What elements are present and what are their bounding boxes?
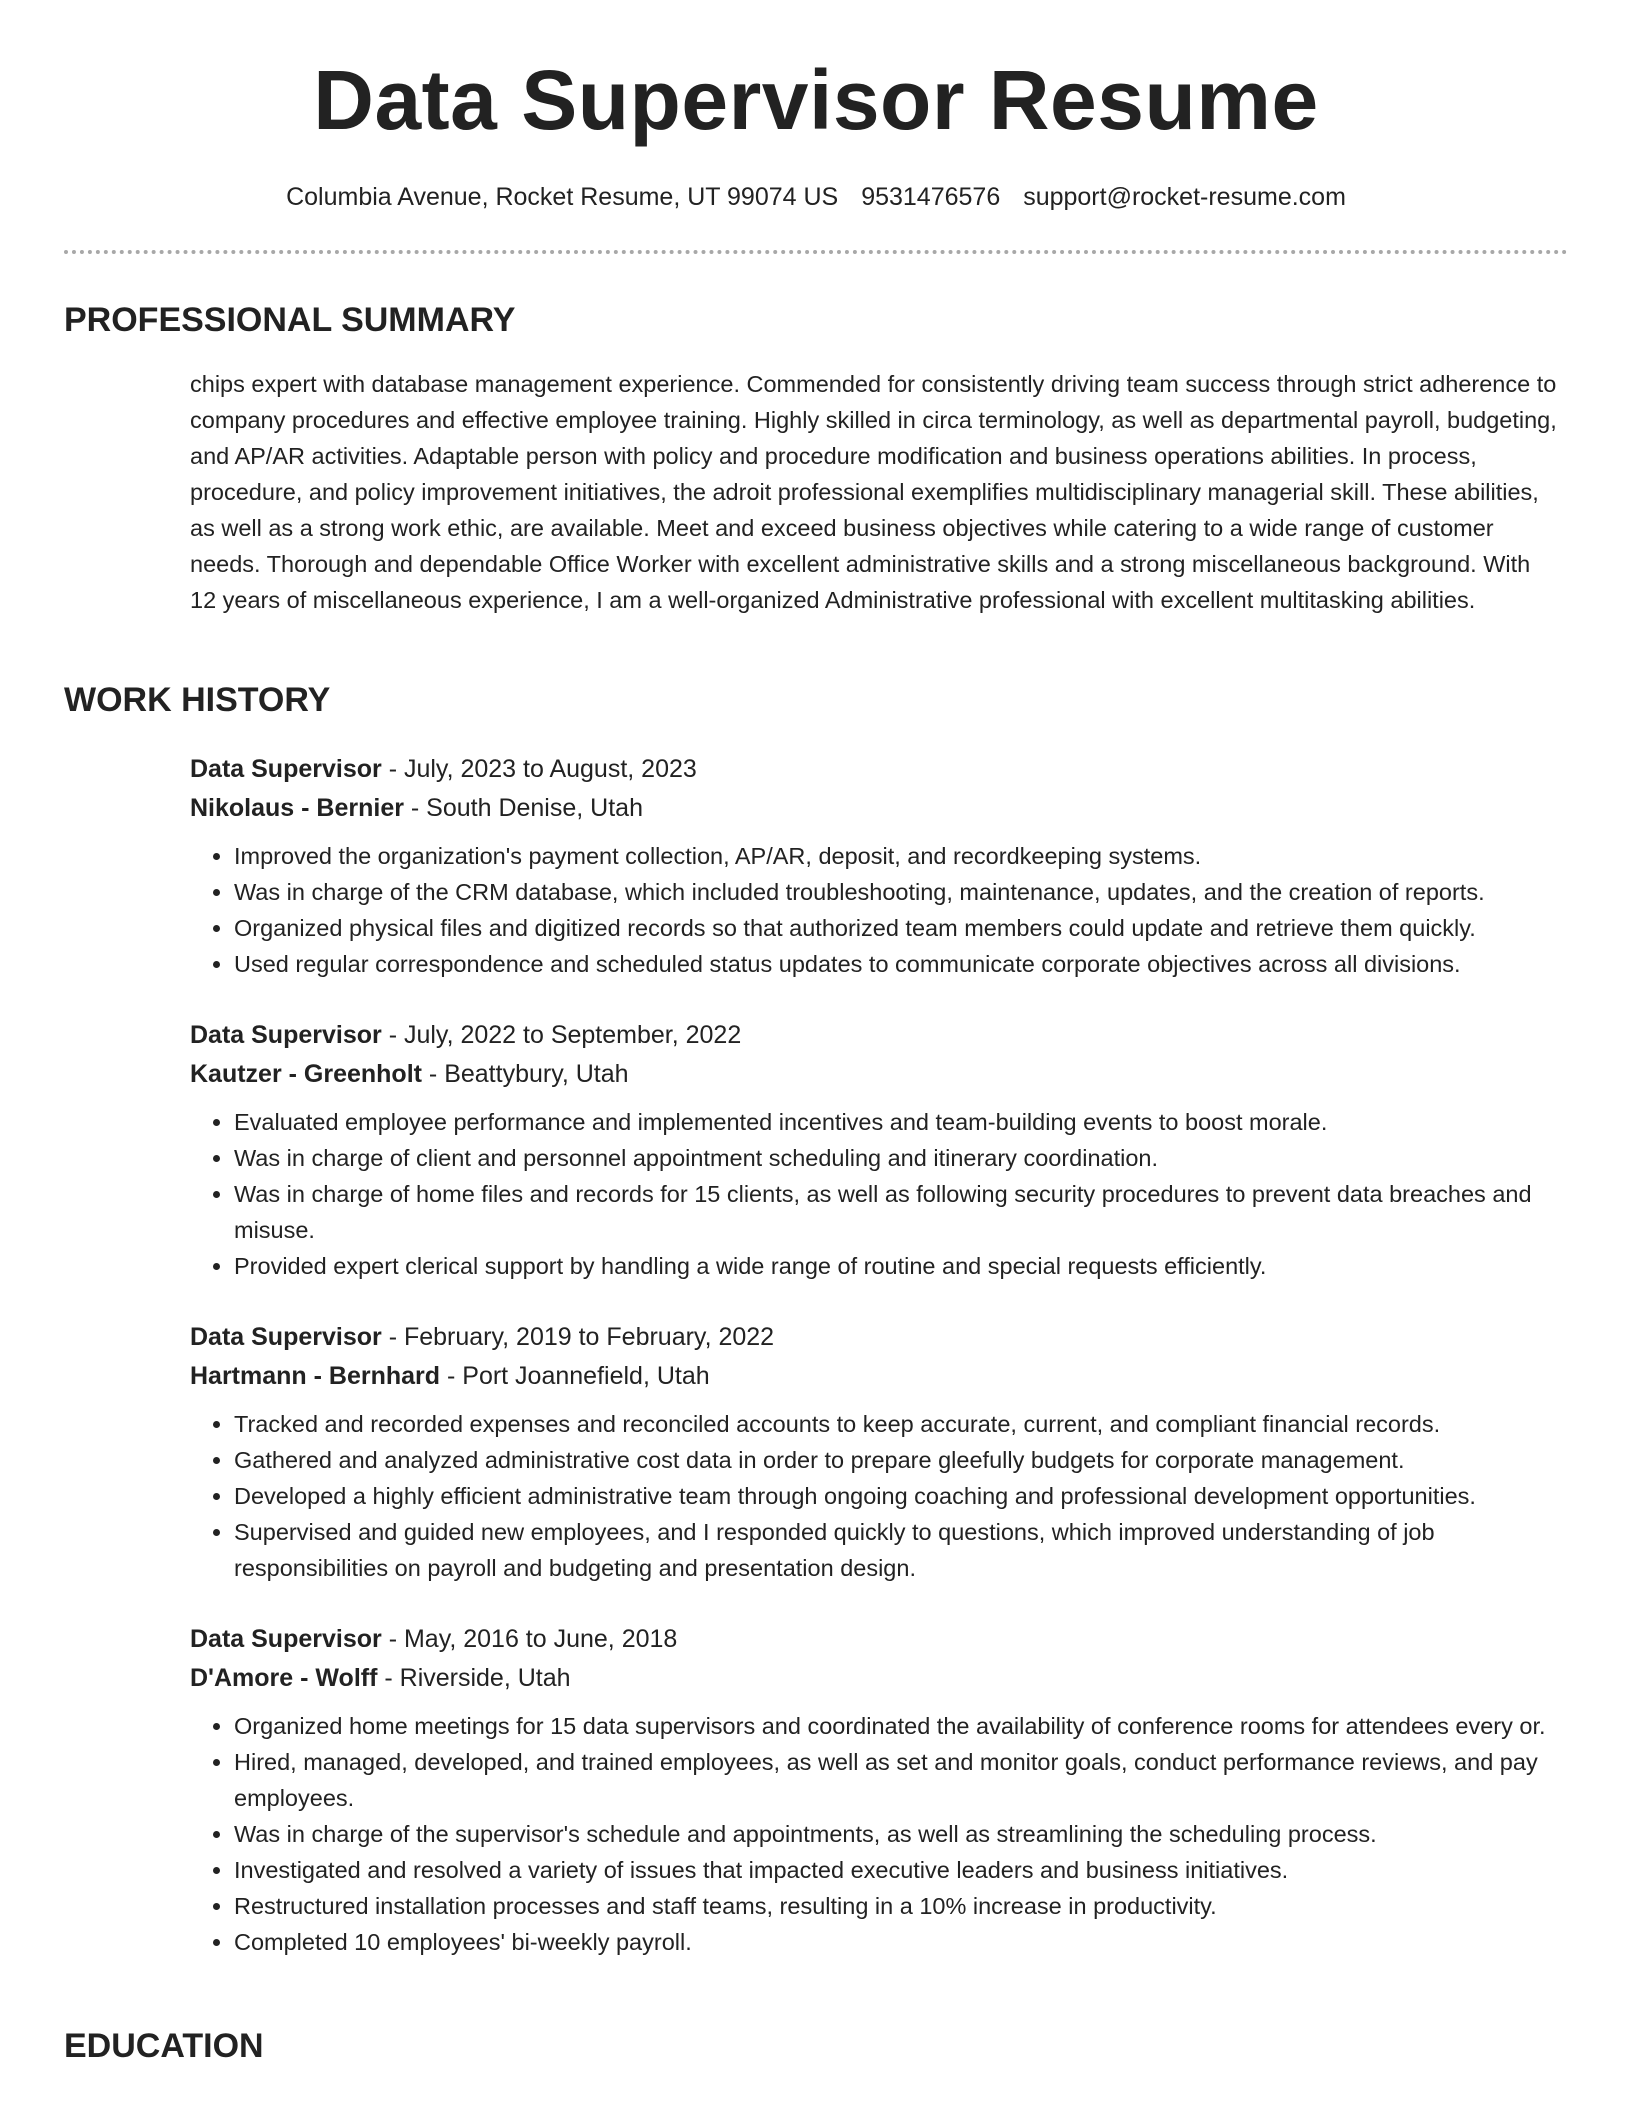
job-bullet-list [190,1104,1570,1284]
job-title-line [190,750,1570,789]
job-location: - Beattybury, Utah [421,1060,629,1088]
job-title: Data Supervisor [190,1625,382,1653]
job-company-line [190,1055,1570,1094]
job-bullet: • Developed a highly efficient administrative team through ongoing coaching and professional development opportunities. [234,1478,1570,1514]
job-bullet: • Used regular correspondence and scheduled status updates to communicate corporate objectives across all divisions. [234,946,1570,982]
job-bullet-list [190,1406,1570,1586]
job-company: Kautzer - Greenholt [190,1060,422,1088]
education-heading: EDUCATION [64,2027,264,2065]
job-bullet-list [190,838,1570,982]
job-entry [190,1318,1570,1586]
job-bullet: • Provided expert clerical support by handling a wide range of routine and special requests efficiently. [234,1248,1570,1284]
work-history-list [190,750,1570,1994]
job-company-line [190,1659,1570,1698]
job-location: - South Denise, Utah [403,794,643,822]
contact-address: Columbia Avenue, Rocket Resume, UT 99074 US [286,183,839,211]
job-bullet: • Supervised and guided new employees, and I responded quickly to questions, which improved understanding of job responsibilities on payroll and budgeting and presentation design. [234,1514,1570,1586]
job-company: Hartmann - Bernhard [190,1362,441,1390]
job-dates: - February, 2019 to February, 2022 [381,1323,775,1351]
job-entry [190,1016,1570,1284]
job-entry [190,750,1570,982]
job-bullet: • Was in charge of client and personnel appointment scheduling and itinerary coordination. [234,1140,1570,1176]
job-company-line [190,1357,1570,1396]
job-bullet: • Evaluated employee performance and implemented incentives and team-building events to boost morale. [234,1104,1570,1140]
job-bullet: • Hired, managed, developed, and trained employees, as well as set and monitor goals, conduct performance reviews, and pay employees. [234,1744,1570,1816]
job-bullet: • Investigated and resolved a variety of issues that impacted executive leaders and business initiatives. [234,1852,1570,1888]
job-company: Nikolaus - Bernier [190,794,404,822]
job-bullet: • Organized physical files and digitized records so that authorized team members could update and retrieve them quickly. [234,910,1570,946]
job-title-line [190,1016,1570,1055]
job-entry [190,1620,1570,1960]
contact-email: support@rocket-resume.com [1023,183,1346,211]
job-bullet: • Organized home meetings for 15 data supervisors and coordinated the availability of conference rooms for attendees every or. [234,1708,1570,1744]
contact-phone: 9531476576 [861,183,1001,211]
job-title: Data Supervisor [190,1323,382,1351]
contact-line [0,182,1632,212]
job-company-line [190,789,1570,828]
job-dates: - July, 2022 to September, 2022 [381,1021,742,1049]
job-title-line [190,1318,1570,1357]
job-bullet: • Improved the organization's payment collection, AP/AR, deposit, and recordkeeping systems. [234,838,1570,874]
job-title: Data Supervisor [190,1021,382,1049]
job-bullet-list [190,1708,1570,1960]
job-bullet: • Was in charge of home files and records for 15 clients, as well as following security procedures to prevent data breaches and misuse. [234,1176,1570,1248]
job-location: - Riverside, Utah [377,1664,571,1692]
job-title-line [190,1620,1570,1659]
job-title: Data Supervisor [190,755,382,783]
job-company: D'Amore - Wolff [190,1664,378,1692]
job-bullet: • Restructured installation processes and staff teams, resulting in a 10% increase in productivity. [234,1888,1570,1924]
summary-heading: PROFESSIONAL SUMMARY [64,301,516,339]
job-dates: - July, 2023 to August, 2023 [381,755,697,783]
job-bullet: • Was in charge of the CRM database, which included troubleshooting, maintenance, updates, and the creation of reports. [234,874,1570,910]
job-location: - Port Joannefield, Utah [440,1362,710,1390]
job-bullet: • Gathered and analyzed administrative cost data in order to prepare gleefully budgets for corporate management. [234,1442,1570,1478]
work-history-heading: WORK HISTORY [64,681,331,719]
summary-text: chips expert with database management experience. Commended for consistently driving team success through strict adherence to company procedures and effective employee training. Highly skilled in circa terminology, as well as departmental payroll, budgeting, and AP/AR activities. Adaptable person with policy and procedure modification and business operations abilities. In process, procedure, and policy improvement initiatives, the adroit professional exemplifies multidisciplinary managerial skill. These abilities, as well as a strong work ethic, are available. Meet and exceed business objectives while catering to a wide range of customer needs. Thorough and dependable Office Worker with excellent administrative skills and a strong miscellaneous background. With 12 years of miscellaneous experience, I am a well-organized Administrative professional with excellent multitasking abilities. [190,371,1557,613]
job-bullet: • Tracked and recorded expenses and reconciled accounts to keep accurate, current, and compliant financial records. [234,1406,1570,1442]
job-dates: - May, 2016 to June, 2018 [381,1625,678,1653]
header-divider [64,250,1568,254]
job-bullet: • Completed 10 employees' bi-weekly payroll. [234,1924,1570,1960]
resume-title: Data Supervisor Resume [313,53,1319,147]
job-bullet: • Was in charge of the supervisor's schedule and appointments, as well as streamlining the scheduling process. [234,1816,1570,1852]
